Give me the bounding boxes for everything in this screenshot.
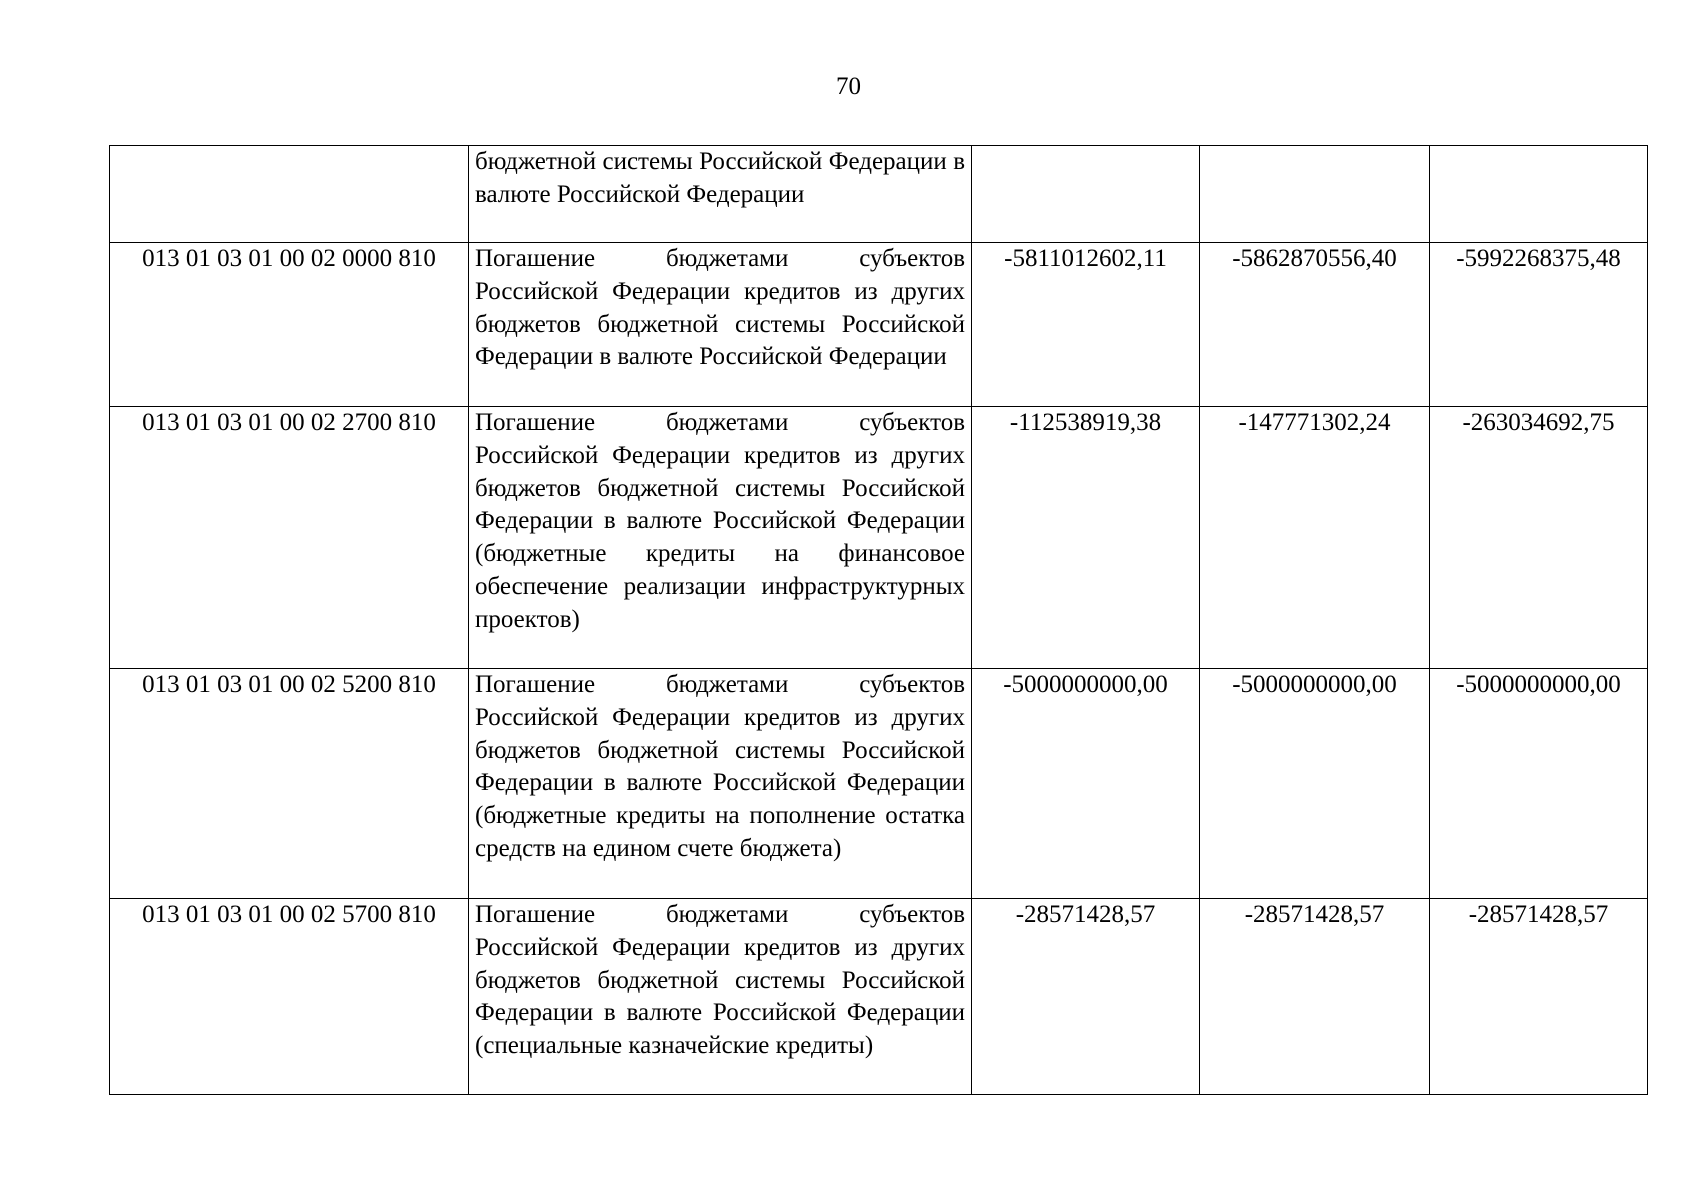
table-row (110, 243, 1648, 407)
amount-year3-cell: -263034692,75 (1430, 407, 1648, 669)
amount-year1-cell: -28571428,57 (972, 899, 1200, 1095)
amount-year1-cell: -5811012602,11 (972, 243, 1200, 407)
amount-year1-cell: -112538919,38 (972, 407, 1200, 669)
amount-year3-cell: -5000000000,00 (1430, 669, 1648, 899)
budget-code-cell: 013 01 03 01 00 02 5200 810 (110, 669, 469, 899)
description-cell: бюджетной системы Российской Федерации в валюте Российской Федерации (469, 146, 972, 243)
description-cell: Погашение бюджетами субъектов Российской Федерации кредитов из других бюджетов бюджетной системы Российской Федерации в валюте Российской Федерации (бюджетные кредиты на финансовое обеспечение реализации инфраструктурных проектов) (469, 407, 972, 669)
budget-code-cell (110, 146, 469, 243)
amount-year1-cell (972, 146, 1200, 243)
amount-year3-cell: -28571428,57 (1430, 899, 1648, 1095)
budget-code-cell: 013 01 03 01 00 02 5700 810 (110, 899, 469, 1095)
amount-year2-cell: -5862870556,40 (1200, 243, 1430, 407)
amount-year2-cell: -147771302,24 (1200, 407, 1430, 669)
budget-code-cell: 013 01 03 01 00 02 2700 810 (110, 407, 469, 669)
amount-year2-cell: -5000000000,00 (1200, 669, 1430, 899)
table-row (110, 407, 1648, 669)
description-cell: Погашение бюджетами субъектов Российской Федерации кредитов из других бюджетов бюджетной системы Российской Федерации в валюте Российской Федерации (бюджетные кредиты на пополнение остатка средств на едином счете бюджета) (469, 669, 972, 899)
table-row (110, 146, 1648, 243)
amount-year3-cell (1430, 146, 1648, 243)
description-cell: Погашение бюджетами субъектов Российской Федерации кредитов из других бюджетов бюджетной системы Российской Федерации в валюте Российской Федерации (469, 243, 972, 407)
table-row (110, 899, 1648, 1095)
amount-year3-cell: -5992268375,48 (1430, 243, 1648, 407)
description-cell: Погашение бюджетами субъектов Российской Федерации кредитов из других бюджетов бюджетной системы Российской Федерации в валюте Российской Федерации (специальные казначейские кредиты) (469, 899, 972, 1095)
page-number: 70 (836, 73, 861, 100)
budget-table (109, 145, 1648, 1095)
amount-year2-cell (1200, 146, 1430, 243)
amount-year1-cell: -5000000000,00 (972, 669, 1200, 899)
table-row (110, 669, 1648, 899)
budget-code-cell: 013 01 03 01 00 02 0000 810 (110, 243, 469, 407)
amount-year2-cell: -28571428,57 (1200, 899, 1430, 1095)
